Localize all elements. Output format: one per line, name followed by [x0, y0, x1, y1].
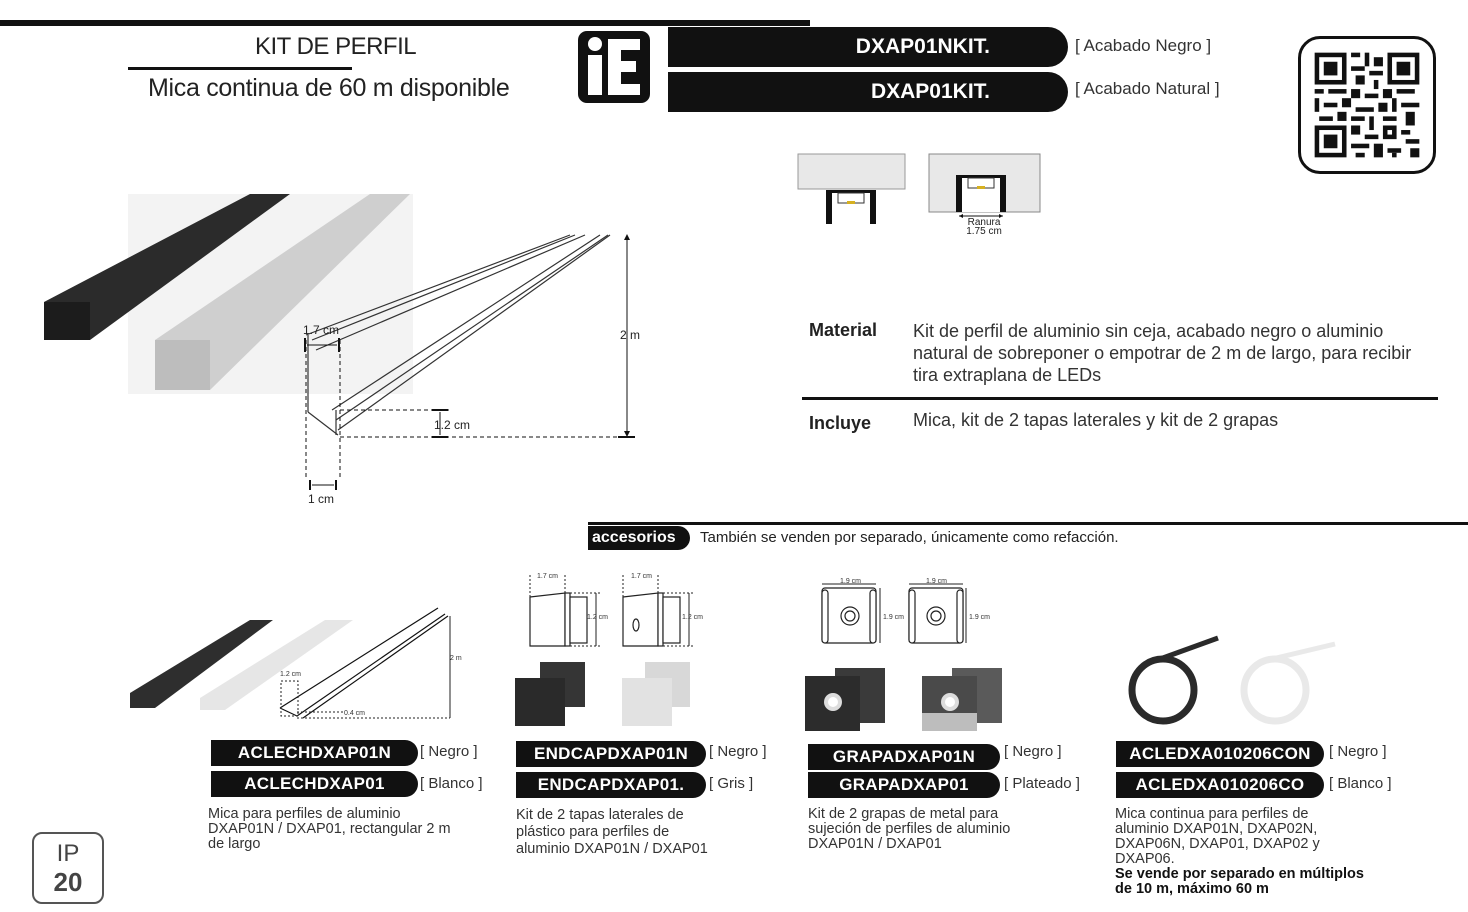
ip-rating-badge [32, 832, 104, 904]
logo-dot [588, 37, 602, 51]
top-rule [0, 20, 810, 26]
acc2-code-1: ENDCAPDXAP01N [516, 741, 706, 767]
finish-natural: [ Acabado Natural ] [1075, 79, 1220, 98]
acc4-description [1115, 807, 1365, 897]
acc4-description-text: Mica continua para perfiles de aluminio DXAP01N, DXAP02N, DXAP06N, DXAP01, DXAP02 y DXAP06. [1115, 806, 1320, 867]
qr-code-icon[interactable] [1298, 36, 1436, 174]
acc3-code-2: GRAPADXAP01 [808, 772, 1000, 798]
logo-i-stem [588, 55, 602, 95]
acc2-finish-2: [ Gris ] [709, 775, 754, 792]
finish-black: [ Acabado Negro ] [1075, 36, 1212, 55]
includes-label: Incluye [809, 413, 872, 433]
page-subtitle: Mica continua de 60 m disponible [148, 74, 510, 102]
accessories-rule [588, 522, 1468, 525]
product-code-natural: DXAP01KIT. [668, 72, 1068, 112]
endcap-illustration [510, 570, 710, 730]
acc1-finish-1: [ Negro ] [420, 743, 478, 760]
slot-label [966, 218, 1002, 236]
title-underline [128, 67, 352, 70]
clip-dim-width-b: 1.9 cm [926, 578, 948, 585]
includes-text: Mica, kit de 2 tapas laterales y kit de 2 grapas [913, 410, 1279, 430]
material-text: Kit de perfil de aluminio sin ceja, acabado negro o aluminio natural de sobreponer o empotrar de 2 m de largo, para recibir tira extraplana de LEDs [913, 321, 1412, 385]
accessories-note: También se venden por separado, únicamente como refacción. [700, 529, 1119, 546]
acc4-code-1: ACLEDXA010206CON [1116, 741, 1324, 767]
dim-length: 2 m [620, 328, 641, 342]
lens-dim-width: 1.2 cm [280, 671, 302, 678]
acc3-description: Kit de 2 grapas de metal para sujeción de perfiles de aluminio DXAP01N / DXAP01 [808, 806, 1011, 852]
accessories-label: accesorios [588, 526, 690, 550]
endcap-dim-width-a: 1.7 cm [537, 573, 559, 580]
logo-e [608, 39, 640, 95]
acc2-description: Kit de 2 tapas laterales de plástico para perfiles de aluminio DXAP01N / DXAP01 [516, 807, 708, 857]
brand-logo [578, 31, 650, 103]
coil-illustration [1125, 630, 1345, 740]
acc3-code-1: GRAPADXAP01N [808, 744, 1000, 770]
ip-label: IP [56, 840, 80, 867]
lens-dim-height: 0.4 cm [344, 710, 366, 717]
acc1-code-2: ACLECHDXAP01 [211, 771, 418, 797]
acc1-finish-2: [ Blanco ] [420, 775, 483, 792]
lens-illustration [125, 598, 475, 723]
slot-value-text: 1.75 cm [966, 226, 1002, 237]
dim-width-bottom: 1 cm [308, 492, 335, 506]
product-code-black: DXAP01NKIT. [668, 27, 1068, 67]
spec-divider [802, 397, 1438, 400]
dim-width-top: 1.7 cm [303, 323, 340, 337]
clip-dim-width-a: 1.9 cm [840, 578, 862, 585]
endcap-dim-height-b: 1.2 cm [682, 614, 704, 621]
acc2-finish-1: [ Negro ] [709, 743, 767, 760]
profile-illustration [40, 190, 640, 510]
ip-value: 20 [53, 867, 83, 897]
lens-dim-length: 2 m [450, 655, 462, 662]
acc4-code-2: ACLEDXA010206CO [1116, 772, 1324, 798]
clip-dim-height-b: 1.9 cm [969, 614, 991, 621]
clip-illustration [800, 578, 1020, 738]
material-label: Material [809, 320, 878, 340]
clip-dim-height-a: 1.9 cm [883, 614, 905, 621]
page-title: KIT DE PERFIL [255, 33, 417, 60]
cross-section-diagrams [796, 152, 1046, 242]
acc4-note: Se vende por separado en múltiplos de 10 m, máximo 60 m [1115, 866, 1364, 897]
slot-label-text: Ranura [967, 217, 1001, 228]
acc2-code-2: ENDCAPDXAP01. [516, 772, 706, 798]
acc3-finish-2: [ Plateado ] [1004, 775, 1080, 792]
endcap-dim-width-b: 1.7 cm [631, 573, 653, 580]
acc4-finish-2: [ Blanco ] [1329, 775, 1392, 792]
acc3-finish-1: [ Negro ] [1004, 743, 1062, 760]
endcap-dim-height-a: 1.2 cm [587, 614, 609, 621]
acc1-code-1: ACLECHDXAP01N [211, 740, 418, 766]
acc4-finish-1: [ Negro ] [1329, 743, 1387, 760]
acc1-description: Mica para perfiles de aluminio DXAP01N / DXAP01, rectangular 2 m de largo [208, 806, 451, 852]
dim-height: 1.2 cm [434, 418, 471, 432]
